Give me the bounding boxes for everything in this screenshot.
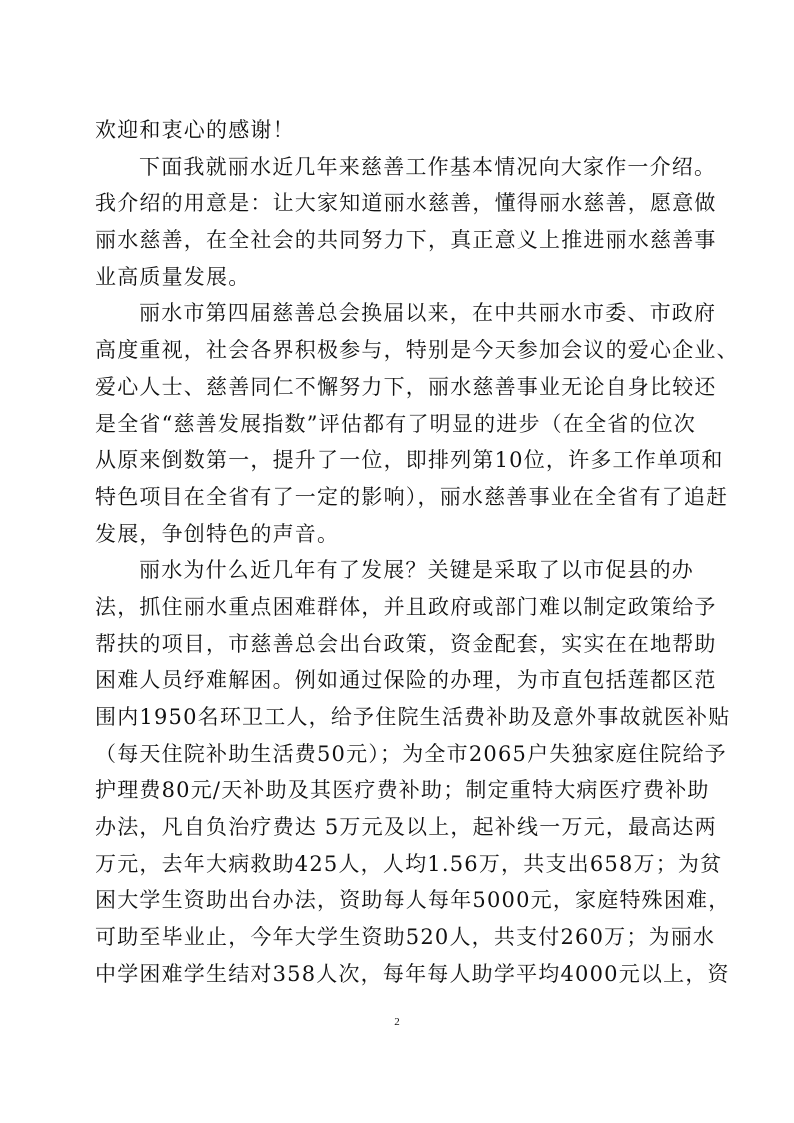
- text-line: 发展，争创特色的声音。: [95, 521, 340, 546]
- text-line: 困大学生资助出台办法，资助每人每年5000元，家庭特殊困难，: [95, 888, 731, 913]
- text-line: 帮扶的项目，市慈善总会出台政策，资金配套，实实在在地帮助: [95, 631, 717, 656]
- text-line: 中学困难学生结对358人次，每年每人助学平均4000元以上，资: [95, 961, 730, 986]
- document-body: [95, 112, 739, 993]
- text-line: 法，抓住丽水重点困难群体，并且政府或部门难以制定政策给予: [95, 594, 717, 619]
- text-line: 丽水慈善，在全社会的共同努力下，真正意义上推进丽水慈善事: [95, 228, 717, 253]
- text-line: 办法，凡自负治疗费达 5万元及以上，起补线一万元，最高达两: [95, 815, 717, 840]
- paragraph-start-line: 丽水为什么近几年有了发展？关键是采取了以市促县的办: [139, 558, 694, 583]
- text-line: 欢迎和衷心的感谢！: [95, 118, 295, 142]
- text-line: 业高质量发展。: [95, 264, 251, 289]
- text-line: 万元，去年大病救助425人，人均1.56万，共支出658万；为贫: [95, 851, 723, 876]
- paragraph-start-line: 丽水市第四届慈善总会换届以来，在中共丽水市委、市政府: [139, 301, 717, 326]
- text-line: 从原来倒数第一，提升了一位，即排列第10位，许多工作单项和: [95, 448, 724, 473]
- text-line: 我介绍的用意是：让大家知道丽水慈善，懂得丽水慈善，愿意做: [95, 191, 717, 216]
- page-number: 2: [394, 1016, 400, 1028]
- text-line: 护理费80元/天补助及其医疗费补助；制定重特大病医疗费补助: [95, 778, 710, 803]
- text-line: 围内1950名环卫工人，给予住院生活费补助及意外事故就医补贴: [95, 705, 731, 729]
- text-line: 困难人员纾难解困。例如通过保险的办理，为市直包括莲都区范: [95, 668, 717, 693]
- text-line: 是全省“慈善发展指数”评估都有了明显的进步（在全省的位次: [95, 411, 697, 436]
- text-line: （每天住院补助生活费50元）；为全市2065户失独家庭住院给予: [95, 741, 727, 766]
- text-line: 高度重视，社会各界积极参与，特别是今天参加会议的爱心企业、: [95, 338, 739, 363]
- text-line: 特色项目在全省有了一定的影响），丽水慈善事业在全省有了追赶: [95, 484, 729, 509]
- text-line: 爱心人士、慈善同仁不懈努力下，丽水慈善事业无论自身比较还: [95, 374, 717, 399]
- text-line: 可助至毕业止，今年大学生资助520人，共支付260万；为丽水: [95, 925, 716, 950]
- paragraph-start-line: 下面我就丽水近几年来慈善工作基本情况向大家作一介绍。: [139, 154, 717, 179]
